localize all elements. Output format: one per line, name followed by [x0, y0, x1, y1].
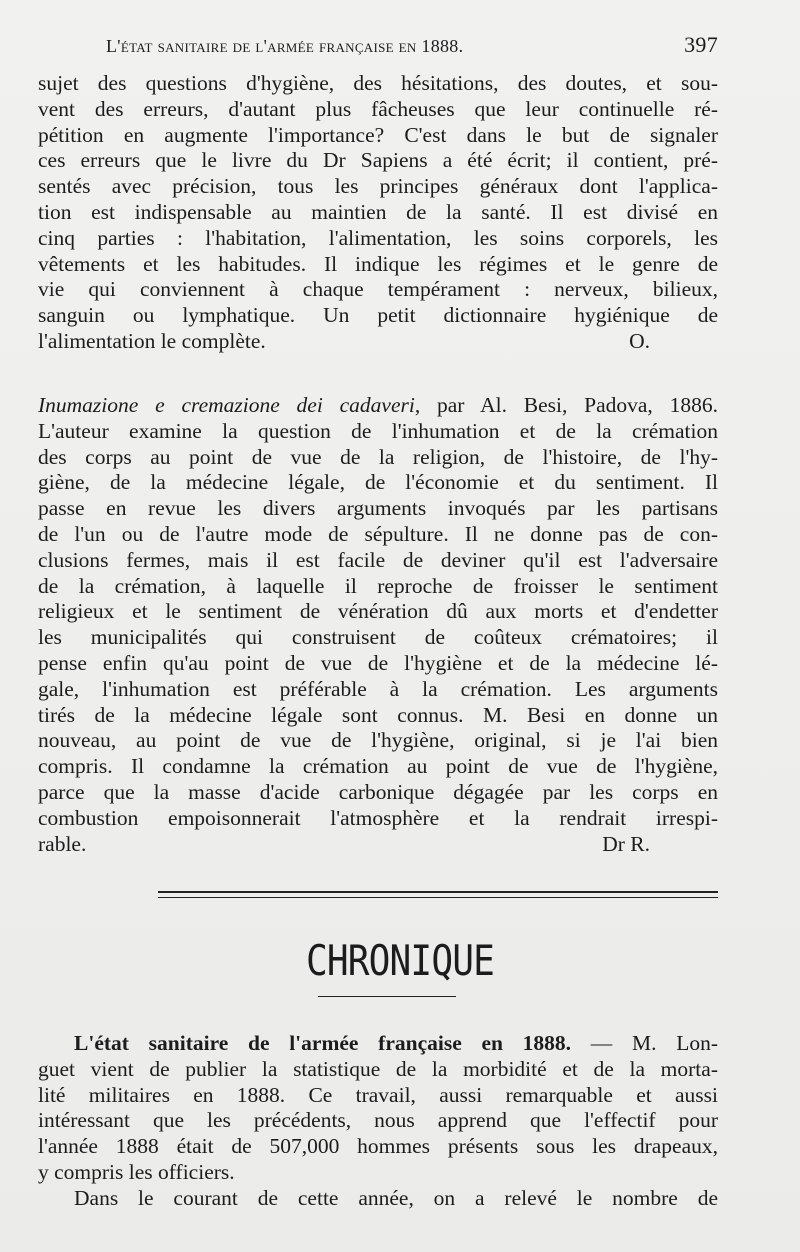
heading-underline [318, 996, 456, 997]
text-line: pense enfin qu'au point de vue de l'hygiène et de la médecine lé- [38, 650, 718, 675]
text-line: les municipalités qui construisent de coûteux crématoires; il [38, 625, 718, 650]
review-heading-line [38, 393, 718, 419]
text-line: sentés avec précision, tous les principes généraux dont l'applica- [38, 174, 718, 199]
review-signature: O. [629, 328, 650, 353]
running-head-title: L'état sanitaire de l'armée française en 1888. [106, 36, 464, 56]
page-number: 397 [684, 32, 718, 57]
text-line: l'année 1888 était de 507,000 hommes présents sous les drapeaux, [38, 1134, 718, 1159]
text-line-last [38, 832, 718, 858]
section-heading: CHRONIQUE [306, 936, 494, 985]
text-fragment: — M. Lon- [571, 1031, 718, 1055]
review-besi [38, 393, 718, 857]
text-line: vie qui conviennent à chaque tempérament : nerveux, bilieux, [38, 277, 718, 302]
text-line: giène, de la médecine légale, de l'économie et du sentiment. Il [38, 470, 718, 495]
text-line: vent des erreurs, d'autant plus fâcheuses que leur continuelle ré- [38, 96, 718, 121]
text-line: L'auteur examine la question de l'inhumation et de la crémation [38, 418, 718, 443]
text-line: parce que la masse d'acide carbonique dégagée par les corps en [38, 779, 718, 804]
text-line [38, 1031, 718, 1057]
text-line: lité militaires en 1888. Ce travail, aussi remarquable et aussi [38, 1082, 718, 1107]
text-line: de l'un ou de l'autre mode de sépulture. Il ne donne pas de con- [38, 521, 718, 546]
text-line: de la crémation, à laquelle il reproche de froisser le sentiment [38, 573, 718, 598]
text-line: sanguin ou lymphatique. Un petit dictionnaire hygiénique de [38, 303, 718, 328]
text-line: intéressant que les précédents, nous apprend que l'effectif pour [38, 1108, 718, 1133]
review-sapiens [38, 71, 718, 355]
text-line-last [38, 329, 718, 355]
text-line-last [38, 1160, 718, 1186]
text-line: cinq parties : l'habitation, l'alimentation, les soins corporels, les [38, 225, 718, 250]
text-line: passe en revue les divers arguments invoqués par les partisans [38, 496, 718, 521]
text-line: sujet des questions d'hygiène, des hésitations, des doutes, et sou- [38, 71, 718, 95]
text-line: y compris les officiers. [38, 1159, 235, 1184]
text-line: clusions fermes, mais il est facile de deviner qu'il est l'adversaire [38, 547, 718, 572]
review-signature: Dr R. [602, 831, 650, 856]
article-subheading: L'état sanitaire de l'armée française en 1888. [74, 1031, 572, 1055]
text-line: religieux et le sentiment de vénération dû aux morts et d'endetter [38, 599, 718, 624]
text-line: combustion empoisonnerait l'atmosphère et la rendrait irrespi- [38, 805, 718, 830]
text-line: tion est indispensable au maintien de la santé. Il est divisé en [38, 199, 718, 224]
text-line: l'alimentation le complète. [38, 328, 266, 353]
text-line: Dans le courant de cette année, on a relevé le nombre de [74, 1185, 718, 1210]
text-line: guet vient de publier la statistique de la morbidité et de la morta- [38, 1056, 718, 1081]
text-line: compris. Il condamne la crémation au point de vue de l'hygiène, [38, 754, 718, 779]
section-divider [158, 891, 718, 898]
text-line: pétition en augmente l'importance? C'est dans le but de signaler [38, 122, 718, 147]
text-line: nouveau, au point de vue de l'hygiène, original, si je l'ai bien [38, 728, 718, 753]
chronique-body [38, 1031, 718, 1212]
text-line: vêtements et les habitudes. Il indique les régimes et le genre de [38, 251, 718, 276]
text-line: des corps au point de vue de la religion, de l'histoire, de l'hy- [38, 444, 718, 469]
text-line: rable. [38, 831, 87, 856]
text-line: gale, l'inhumation est préférable à la crémation. Les arguments [38, 676, 718, 701]
text-line: ces erreurs que le livre du Dr Sapiens a été écrit; il contient, pré- [38, 148, 718, 173]
book-title: Inumazione e cremazione dei cadaveri [38, 393, 415, 417]
text-line: tirés de la médecine légale sont connus. M. Besi en donne un [38, 702, 718, 727]
book-citation: , par Al. Besi, Padova, 1886. [414, 393, 718, 417]
running-head [106, 32, 718, 58]
